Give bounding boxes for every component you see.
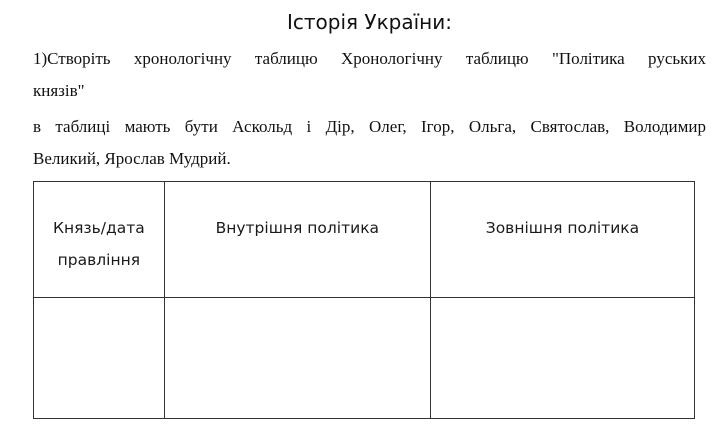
task-line-3: в таблиці мають бути Аскольд і Дір, Олег, Ігор, Ольга, Святослав, Володимир: [33, 117, 706, 136]
task-requirements: [33, 111, 706, 175]
cell-prince-reign: [34, 298, 165, 419]
header-internal-policy: Внутрішня політика: [164, 182, 430, 298]
task-line-4: Великий, Ярослав Мудрий.: [33, 149, 231, 168]
header-prince-reign: Князь/дата правління: [34, 182, 165, 298]
table-row: [34, 298, 695, 419]
task-instruction: [33, 43, 706, 107]
header-external-policy: Зовнішня політика: [430, 182, 694, 298]
cell-internal-policy: [164, 298, 430, 419]
page-title: Історія України:: [286, 10, 452, 34]
table-header-row: [34, 182, 695, 298]
cell-external-policy: [430, 298, 694, 419]
chronology-table: [33, 181, 695, 419]
task-line-2: князів": [33, 81, 85, 100]
task-line-1: 1)Створіть хронологічну таблицю Хронологічну таблицю "Політика руських: [33, 49, 706, 68]
